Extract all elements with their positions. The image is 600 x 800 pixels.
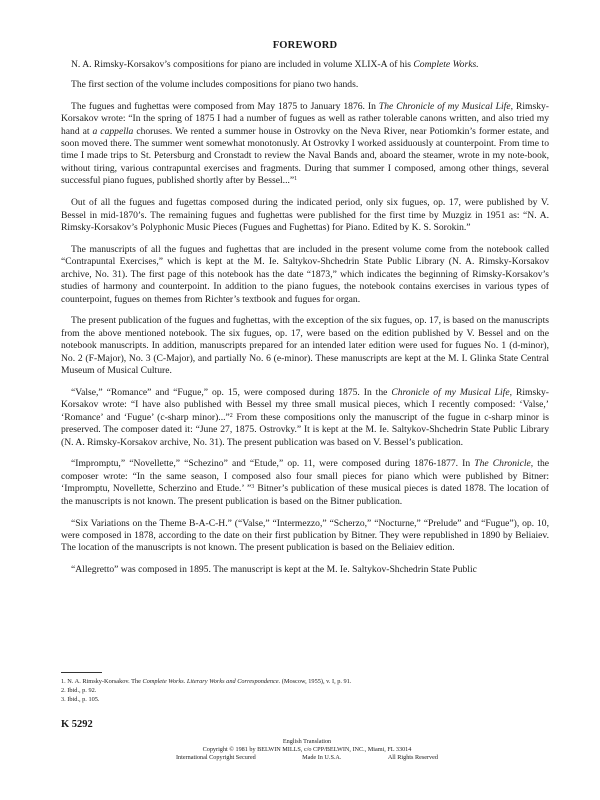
text-run: The first section of the volume includes compositions for piano two hands. bbox=[71, 79, 359, 91]
text-run: 3. Ibid., p. 105. bbox=[61, 696, 100, 704]
italic-text: a cappella bbox=[92, 125, 134, 137]
italic-text: Complete Works. bbox=[413, 59, 479, 70]
text-run: choruses. We rented a summer house in Ostrovky on the Neva River, near Potiomkin’s former estate, and soon moved there. The summer went somewhat monotonusly. At Ostrovky I worked assiduously at counterpoint. From time to time I made trips to St. Petersburg and Cronstadt to review the Naval Bands and, aboard the steamer, wrote in my note-book, without tiring, various contrapuntal exercises and fragments. During that summer I composed, among other things, several successful piano fugues, published shortly after by Bessel...” bbox=[61, 125, 549, 187]
copyright-secured: International Copyright Secured bbox=[176, 753, 256, 761]
catalog-number: K 5292 bbox=[61, 719, 93, 730]
footnote-ref: 3 bbox=[251, 484, 255, 491]
copyright-rights-row bbox=[174, 754, 440, 762]
footnote bbox=[61, 695, 351, 704]
copyright-line: Copyright © 1981 by BELWIN MILLS, c/o CPP/BELWIN, INC., Miami, FL 33014 bbox=[202, 745, 412, 753]
made-in-label: Made In U.S.A. bbox=[302, 753, 342, 761]
paragraph bbox=[61, 244, 549, 306]
italic-text: Complete Works. Literary Works and Correspondence. bbox=[142, 678, 281, 685]
footnote-ref: 2 bbox=[229, 412, 233, 419]
paragraph bbox=[61, 315, 549, 377]
paragraph bbox=[61, 518, 549, 555]
text-run: The fugues and fughettas were composed from May 1875 to January 1876. In bbox=[71, 100, 379, 112]
footnote bbox=[61, 686, 351, 695]
text-run: N. A. Rimsky-Korsakov’s compositions for piano are included in volume XLIX-A of his bbox=[71, 59, 414, 70]
paragraph bbox=[61, 458, 549, 508]
text-run: (Moscow, 1955), v. I, p. 91. bbox=[280, 678, 352, 685]
text-run: 2. Ibid., p. 92. bbox=[61, 687, 97, 695]
text-run: Rimsky-Korsakov wrote: “In the spring of 1875 I had a number of fugues as well as rather tolerable canons written, and also tried my hand at bbox=[61, 100, 549, 137]
footnote-divider bbox=[61, 672, 102, 673]
paragraph bbox=[61, 79, 549, 91]
rights-reserved: All Rights Reserved bbox=[387, 753, 438, 761]
page-title: FOREWORD bbox=[272, 40, 338, 51]
text-run: “Six Variations on the Theme B-A-C-H.” (“Valse,” “Intermezzo,” “Scherzo,” “Nocturne,” “Prelude” and “Fugue”), op. 10, were composed in 1878, according to the date on their first publication by Bitner. They were republished in 1890 by Beliaiev. The location of the manuscripts is not known. The present publication is based on the Beliaiev edition. bbox=[61, 517, 549, 554]
paragraph bbox=[61, 197, 549, 234]
text-run: “Impromptu,” “Novellette,” “Schezino” and “Etude,” op. 11, were composed during 1876-1877. In bbox=[71, 458, 475, 470]
text-run: “Valse,” “Romance” and “Fugue,” op. 15, were composed during 1875. In the bbox=[71, 386, 392, 398]
translation-label: English Translation bbox=[282, 738, 332, 745]
text-run: The present publication of the fugues and fughettas, with the exception of the six fugues, op. 17, is based on the manuscripts from the above mentioned notebook. The six fugues, op. 17, were based on the edition published by V. Bessel and on the notebook manuscripts. In addition, manuscripts prepared for an intended later edition were used for fugues No. 1 (d-minor), No. 2 (F-Major), No. 3 (C-Major), and partially No. 6 (e-minor). These manuscripts are kept at the M. I. Glinka State Central Museum of Musical Culture. bbox=[61, 315, 549, 377]
paragraph bbox=[61, 101, 549, 188]
text-run: the composer wrote: “In the same season, I composed also four small pieces for piano which were published by Bitner: ‘Impromptu, Novellette, Scherzino and Etude.’ ” bbox=[61, 458, 549, 495]
text-run: The manuscripts of all the fugues and fughettas that are included in the present volume come from the notebook called “Contrapuntal Exercises,” which is kept at the M. Ie. Saltykov-Shchedrin State Public Library (N. A. Rimsky-Korsakov archive, No. 31). The first page of this notebook has the date “1873,” which indicates the beginning of Rimsky-Korsakov’s studies of harmony and counterpoint. In addition to the piano fugues, the notebook contains exercises in various types of counterpoint, fugues on themes from Richter’s textbook and fugues for organ. bbox=[61, 243, 549, 305]
foreword-body bbox=[61, 59, 549, 586]
text-run: Rimsky-Korsakov wrote: “I have also published with Bessel my three small musical pieces, which I recently composed: ‘Valse,’ ‘Romance’ and ‘Fugue’ (c-sharp minor)...” bbox=[61, 386, 549, 423]
text-run: “Allegretto” was composed in 1895. The manuscript is kept at the M. Ie. Saltykov-Shchedrin State Public bbox=[71, 564, 477, 576]
text-run: 1. N. A. Rimsky-Korsakov. The bbox=[61, 678, 143, 685]
italic-text: The Chronicle, bbox=[474, 458, 534, 470]
text-run: Bitner’s publication of these musical pieces is dated 1878. The location of the manuscripts is not known. The present publication is based on the Bitner publication. bbox=[61, 483, 550, 507]
text-run: From these compositions only the manuscript of the fugue in c-sharp minor is preserved. The composer dated it: “June 27, 1875. Ostrovky.” It is kept at the M. Ie. Saltykov-Shchedrin State Public Library (N. A. Rimsky-Korsakov archive, No. 31). The present publication was based on V. Bessel’s publication. bbox=[61, 411, 549, 448]
copyright-notice bbox=[174, 738, 440, 761]
italic-text: Chronicle of my Musical Life, bbox=[391, 386, 512, 398]
footnote-ref: 1 bbox=[294, 176, 298, 183]
paragraph bbox=[61, 564, 549, 576]
paragraph bbox=[61, 59, 549, 71]
italic-text: The Chronicle of my Musical Life, bbox=[378, 100, 513, 112]
text-run: Out of all the fugues and fugettas composed during the indicated period, only six fugues, op. 17, were published by V. Bessel in mid-1870’s. The remaining fugues and fughettas were published for the first time by Muzgiz in 1951 as: “N. A. Rimsky-Korsakov’s Polyphonic Music Pieces (Fugues and Fughettas) for Piano. Edited by K. S. Sorokin.” bbox=[61, 197, 549, 233]
paragraph bbox=[61, 387, 549, 449]
footnotes bbox=[61, 677, 351, 705]
footnote bbox=[61, 677, 351, 686]
